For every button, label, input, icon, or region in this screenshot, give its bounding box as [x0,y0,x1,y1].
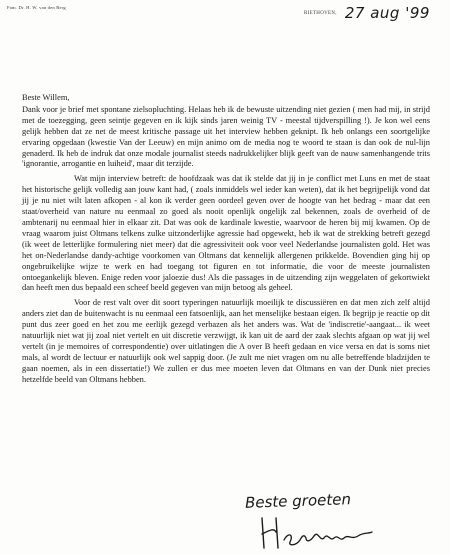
paragraph-3: Voor de rest valt over dit soort typeringen natuurlijk moeilijk te discussiëren en dat men zich zelf altijd anders ziet dan de buitenwacht is nu eenmaal een fatsoenlijk, aan het menselijke bestaan eigen. Ik begrijp je reactie op dit punt dus zeer goed en het zou me eerlijk gezegd verbazen als het anders was. Wat de 'indiscretie'-aangaat... ik weet natuurlijk niet wat jij zoal niet vertelt en uit discretie verzwijgt, ik kan uit de aard der zaak slechts afgaan op wat jij wel vertelt (in je memoires of correspondentie) over uitlatingen die A over B heeft gedaan en vice versa en dat is soms niet mals, al wordt de lectuur er natuurlijk ook wel sappig door. (Je zult me niet vragen om nu alle betreffende bladzijden te gaan noemen, als in een dissertatie!) We zullen er dus mee moeten leven dat Oltmans en van der Dunk niet precies hetzelfde beeld van Oltmans hebben. [22,298,430,384]
salutation: Beste Willem, [22,93,70,102]
sender-letterhead: Fam. Dr. H. W. van den Berg [7,5,66,10]
handwritten-closing: Beste groeten [244,490,352,512]
place-date-line [304,4,430,22]
paragraph-1: Dank voor je brief met spontane zielsopluchting. Helaas heb ik de bewuste uitzending niet gezien ( men had mij, in strijd met de toezegging, geen seintje gegeven en ik kijk sinds jaren weinig TV - meestal tijdverspilling !). Je kon wel eens gelijk hebben dat ze net de meest kritische passage uit het interview hebben geknipt. Ik heb onlangs een soortgelijke ervaring opgedaan (kwestie Van der Leeuw) en mijn animo om de media nog te woord te staan is dan ook de nul-lijn genaderd. Ik heb de indruk dat onze modale journalist steeds nadrukkelijker blijk geeft van de nauw samenhangende trits 'ignorantie, arrogantie en luiheid', maar dit terzijde. [22,104,430,169]
handwritten-date: 27 aug '99 [344,4,430,23]
handwritten-signature [258,512,378,552]
place-name: RIETHOVEN, [304,10,337,16]
letter-body [22,93,430,386]
paragraph-2: Wat mijn interview betreft: de hoofdzaak was dat ik stelde dat jij in je conflict met Luns en met de staat het historische gelijk volledig aan jouw kant had, ( zoals inmiddels wel ieder kan weten), dat ik het begrijpelijk vond dat jij je nu niet wilt laten afkopen - al kon ik verder geen oordeel geven over de hoogte van het bedrag - maar dat een staat/overheid van nature nu eenmaal zo goed als nooit openlijk ongelijk zal bekennen, zoals de overheid of de ambtenarij nu eenmaal hier in elkaar zit. Dat was ook de kardinale kwestie, waarvoor de heren bij mij kwamen. Op de vraag waarom juist Oltmans telkens zulke uitzonderlijke agressie had opgewekt, heb ik wat de strekking betreft gezegd (ik weet de letterlijke formulering niet meer) dat die agressiviteit ook voor veel Nederlandse journalisten gold. Het was het on-Nederlandse dandy-achtige voorkomen van Oltmans dat kennelijk allergenen prikkelde. Bovendien ging hij op ongebruikelijke wijze te werk en had toegang tot figuren en tot informatie, die voor de meeste journalisten ontoegankelijk bleven. Enige reden voor jaloezie dus! Als die passages in de uitzending zijn weggelaten of gekortwiekt dan heeft men dus bepaald een scheef beeld gegeven van mijn betoog als geheel. [22,174,430,293]
